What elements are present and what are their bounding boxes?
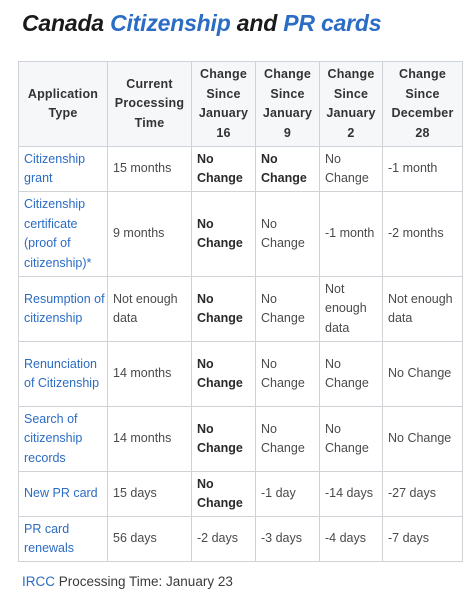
- cell-change-dec-28: No Change: [383, 342, 463, 407]
- footer: [22, 574, 233, 589]
- title-prefix: Canada: [22, 10, 111, 36]
- cell-change-jan-2: -1 month: [320, 192, 383, 277]
- cell-change-jan-9: -1 day: [256, 472, 320, 517]
- table-row: [19, 407, 463, 472]
- footer-text: Processing Time: January 23: [55, 574, 233, 589]
- table-row: [19, 517, 463, 562]
- cell-application-type[interactable]: Resumption of citizenship: [19, 277, 108, 342]
- cell-processing-time: 9 months: [108, 192, 192, 277]
- cell-processing-time: 56 days: [108, 517, 192, 562]
- cell-change-jan-16: No Change: [192, 472, 256, 517]
- cell-change-jan-16: No Change: [192, 342, 256, 407]
- title-middle: and: [230, 10, 284, 36]
- cell-change-jan-16: No Change: [192, 277, 256, 342]
- cell-change-jan-2: No Change: [320, 407, 383, 472]
- cell-change-jan-2: No Change: [320, 147, 383, 192]
- cell-change-jan-16: No Change: [192, 192, 256, 277]
- header-change-since-jan-9: Change Since January 9: [256, 62, 320, 147]
- ircc-link[interactable]: IRCC: [22, 574, 55, 589]
- citizenship-link[interactable]: Citizenship: [110, 10, 231, 36]
- table-row: [19, 472, 463, 517]
- table-row: [19, 277, 463, 342]
- pr-cards-link[interactable]: PR cards: [283, 10, 382, 36]
- header-change-since-jan-2: Change Since January 2: [320, 62, 383, 147]
- cell-change-jan-2: No Change: [320, 342, 383, 407]
- cell-application-type[interactable]: Citizenship grant: [19, 147, 108, 192]
- table-row: [19, 192, 463, 277]
- cell-change-dec-28: -1 month: [383, 147, 463, 192]
- cell-change-jan-9: No Change: [256, 147, 320, 192]
- cell-change-dec-28: No Change: [383, 407, 463, 472]
- header-current-processing-time: Current Processing Time: [108, 62, 192, 147]
- cell-change-jan-2: -4 days: [320, 517, 383, 562]
- cell-change-dec-28: -2 months: [383, 192, 463, 277]
- cell-change-jan-16: No Change: [192, 407, 256, 472]
- cell-application-type[interactable]: PR card renewals: [19, 517, 108, 562]
- cell-processing-time: 15 months: [108, 147, 192, 192]
- cell-processing-time: Not enough data: [108, 277, 192, 342]
- cell-change-jan-9: No Change: [256, 277, 320, 342]
- cell-change-jan-16: No Change: [192, 147, 256, 192]
- processing-times-table: [18, 61, 463, 562]
- cell-application-type[interactable]: Search of citizenship records: [19, 407, 108, 472]
- cell-change-jan-9: -3 days: [256, 517, 320, 562]
- table-row: [19, 342, 463, 407]
- header-change-since-dec-28: Change Since December 28: [383, 62, 463, 147]
- page-title: [22, 10, 381, 37]
- cell-processing-time: 15 days: [108, 472, 192, 517]
- cell-processing-time: 14 months: [108, 342, 192, 407]
- table-header-row: [19, 62, 463, 147]
- cell-change-jan-16: -2 days: [192, 517, 256, 562]
- table-body: [19, 147, 463, 562]
- cell-change-jan-9: No Change: [256, 342, 320, 407]
- cell-application-type[interactable]: Citizenship certificate (proof of citizenship)*: [19, 192, 108, 277]
- cell-change-jan-9: No Change: [256, 192, 320, 277]
- cell-change-jan-2: Not enough data: [320, 277, 383, 342]
- header-application-type: Application Type: [19, 62, 108, 147]
- cell-change-dec-28: -7 days: [383, 517, 463, 562]
- cell-change-dec-28: -27 days: [383, 472, 463, 517]
- cell-change-jan-9: No Change: [256, 407, 320, 472]
- cell-application-type[interactable]: New PR card: [19, 472, 108, 517]
- cell-application-type[interactable]: Renunciation of Citizenship: [19, 342, 108, 407]
- cell-change-dec-28: Not enough data: [383, 277, 463, 342]
- header-change-since-jan-16: Change Since January 16: [192, 62, 256, 147]
- cell-processing-time: 14 months: [108, 407, 192, 472]
- table-row: [19, 147, 463, 192]
- cell-change-jan-2: -14 days: [320, 472, 383, 517]
